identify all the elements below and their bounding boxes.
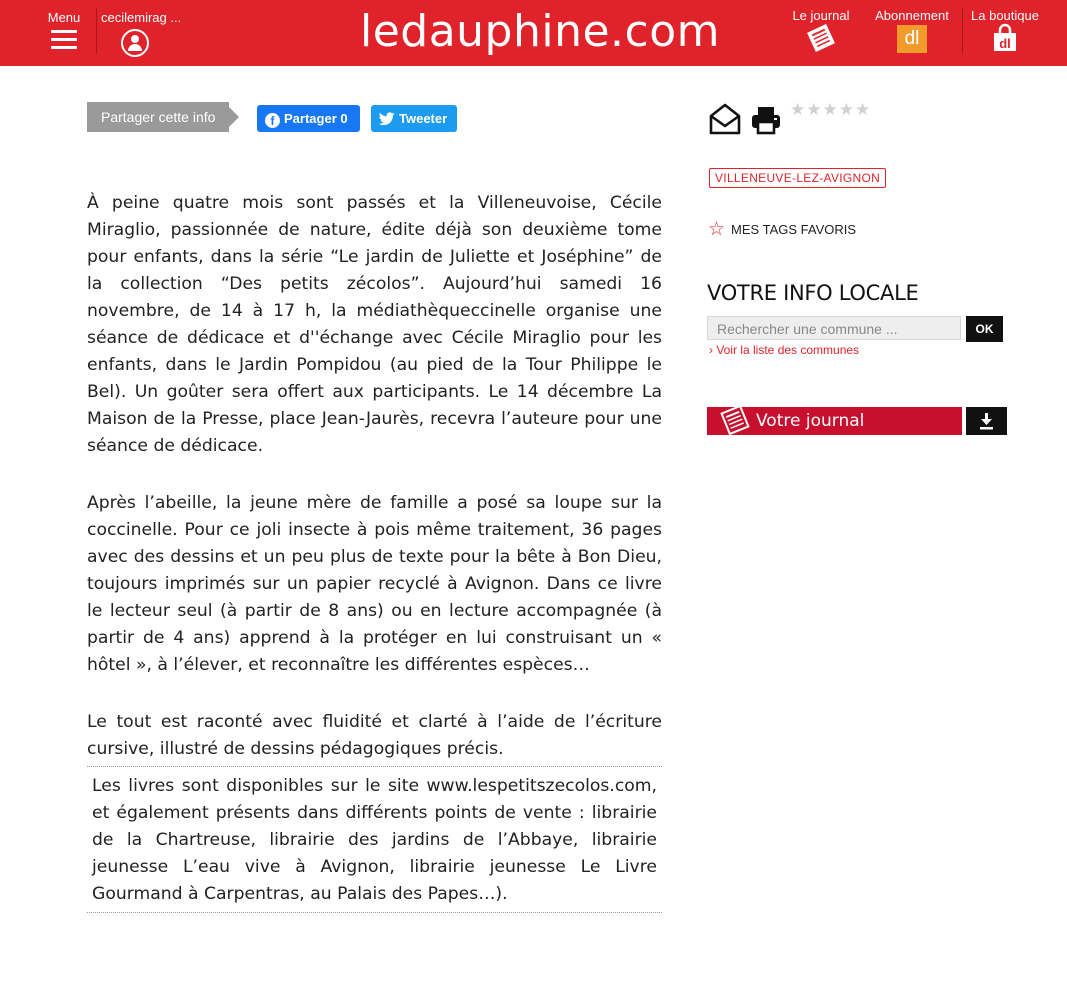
menu-label: Menu	[47, 10, 81, 25]
journal-label: Le journal	[792, 8, 850, 23]
download-icon	[966, 407, 1007, 435]
article-paragraph: Après l’abeille, la jeune mère de famille a posé sa loupe sur la coccinelle. Pour ce joli insecte à pois même traitement, 36 pages avec des dessins et un peu plus de texte pour la bête à Bon Dieu, toujours imprimés sur un papier recyclé à Avignon. Dans ce livre le lecteur seul (à partir de 8 ans) ou en lecture accompagnée (à partir de 4 ans) apprend à la protéger en lui construisant un « hôtel », à l’élever, et reconnaître les différentes espèces…	[87, 493, 662, 675]
votre-journal-label: Votre journal	[756, 411, 865, 431]
favorite-tags-link[interactable]	[708, 218, 856, 241]
email-icon[interactable]	[708, 102, 742, 136]
boutique-label: La boutique	[971, 8, 1039, 23]
download-journal-button[interactable]	[966, 407, 1007, 435]
twitter-share-button[interactable]	[371, 105, 457, 132]
menu-button[interactable]	[44, 10, 84, 54]
header-divider	[962, 8, 963, 54]
boutique-badge: dl	[999, 36, 1011, 51]
twitter-icon	[379, 112, 395, 126]
site-logo[interactable]: ledauphine.com	[359, 6, 721, 57]
article-note: Les livres sont disponibles sur le site www.lespetitszecolos.com, et également présents dans différents points de vente : librairie de la Chartreuse, librairie des jardins de l’Abbaye, librairie jeunesse L’eau vive à Avignon, librairie jeunesse Le Livre Gourmand à Carpentras, au Palais des Papes…).	[92, 776, 657, 904]
shopping-bag-icon	[992, 23, 1018, 53]
facebook-share-button[interactable]	[257, 105, 360, 132]
share-label: Partager cette info	[87, 102, 229, 132]
site-header	[0, 0, 1067, 66]
article-body	[87, 190, 662, 793]
user-icon	[121, 29, 149, 57]
print-icon[interactable]	[750, 104, 782, 136]
commune-search-input[interactable]: Rechercher une commune ...	[707, 316, 961, 340]
article-paragraph: À peine quatre mois sont passés et la Villeneuvoise, Cécile Miraglio, passionnée de nature, édite déjà son deuxième tome pour enfants, dans la série “Le jardin de Juliette et Joséphine” de la collection “Des petits zécolos”. Aujourd’hui samedi 16 novembre, de 14 à 17 h, la médiathèqueccinelle organise une séance de dédicace et d''échange avec Cécile Miraglio pour les enfants, dans le Jardin Pompidou (au pied de la Tour Philippe le Bel). Un goûter sera offert aux participants. Le 14 décembre La Maison de la Presse, place Jean-Jaurès, recevra l’auteure pour une séance de dédicace.	[87, 193, 662, 456]
user-name: cecilemirag ...	[101, 10, 182, 25]
article-paragraph: Le tout est raconté avec fluidité et clarté à l’aide de l’écriture cursive, illustré de dessins pédagogiques précis.	[87, 712, 662, 759]
article-tools	[708, 102, 782, 141]
search-ok-button[interactable]: OK	[966, 316, 1003, 342]
rating-stars[interactable]: ★★★★★	[790, 100, 872, 119]
newspaper-icon	[805, 23, 837, 53]
communes-list-link[interactable]: › Voir la liste des communes	[709, 343, 860, 357]
dl-logo-icon: dl	[897, 25, 927, 53]
location-tag[interactable]: VILLENEUVE-LEZ-AVIGNON	[709, 168, 886, 188]
newspaper-icon	[717, 403, 753, 437]
votre-journal-button[interactable]	[707, 407, 962, 435]
local-info-title: VOTRE INFO LOCALE	[707, 281, 919, 305]
header-divider	[96, 8, 97, 54]
facebook-share-label: Partager 0	[284, 111, 348, 126]
user-account-button[interactable]	[101, 10, 197, 57]
journal-link[interactable]	[786, 8, 856, 58]
hamburger-icon	[51, 30, 77, 49]
abonnement-link[interactable]	[870, 8, 954, 53]
boutique-link[interactable]	[966, 8, 1044, 58]
star-outline-icon: ☆	[708, 219, 726, 240]
facebook-icon: f	[265, 113, 280, 128]
twitter-share-label: Tweeter	[399, 111, 448, 126]
abonnement-label: Abonnement	[875, 8, 949, 23]
favorite-tags-label: MES TAGS FAVORIS	[731, 222, 857, 237]
article-note-box	[87, 766, 662, 913]
